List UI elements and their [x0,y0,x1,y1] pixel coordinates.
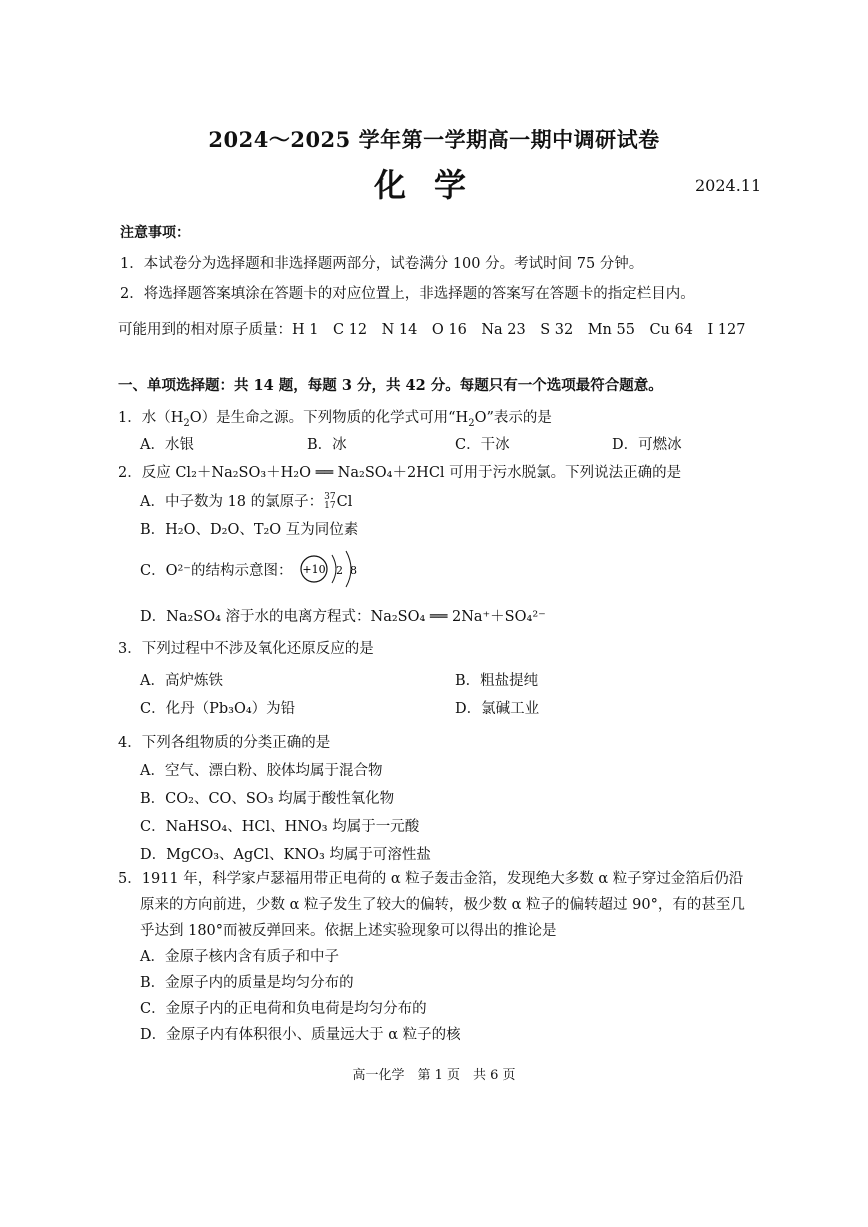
o2-structure-diagram [298,545,368,589]
q3-stem: 3．下列过程中不涉及氧化还原反应的是 [118,641,374,657]
shell-electrons-2: 8 [350,564,357,577]
page-footer: 高一化学 第 1 页 共 6 页 [352,1068,516,1083]
q4-option-a: A．空气、漂白粉、胶体均属于混合物 [140,763,383,779]
q2-option-b: B．H₂O、D₂O、T₂O 互为同位素 [140,522,359,538]
notice-heading: 注意事项： [120,225,190,241]
q3-option-b: B．粗盐提纯 [455,673,539,689]
q2-option-a: A．中子数为 18 的氯原子：37 17Cl [140,492,353,511]
q5-stem-line-2: 原来的方向前进，少数 α 粒子发生了较大的偏转，极少数 α 粒子的偏转超过 90°，有的甚至几 [140,897,745,913]
q4-stem: 4．下列各组物质的分类正确的是 [118,735,331,751]
nucleus-charge: +10 [302,563,326,576]
q2-stem: 2．反应 Cl₂＋Na₂SO₃＋H₂O ══ Na₂SO₄＋2HCl 可用于污水脱氯。下列说法正确的是 [118,465,682,481]
q5-stem-line-3: 乎达到 180°而被反弹回来。依据上述实验现象可以得出的推论是 [140,923,557,939]
q3-option-a: A．高炉炼铁 [140,673,223,689]
q4-option-b: B．CO₂、CO、SO₃ 均属于酸性氧化物 [140,791,395,807]
exam-date: 2024.11 [695,176,762,195]
q1-option-d: D．可燃冰 [612,437,682,453]
q3-option-d: D．氯碱工业 [455,701,540,717]
q2-option-d: D．Na₂SO₄ 溶于水的电离方程式：Na₂SO₄ ══ 2Na⁺＋SO₄²⁻ [140,609,546,625]
q5-option-a: A．金原子核内含有质子和中子 [140,949,339,965]
q1-stem: 1．水$(H_2O)$是生命之源。下列物质的化学式可用“$H_2O$”表示的是 [118,410,552,429]
q4-option-d: D．MgCO₃、AgCl、KNO₃ 均属于可溶性盐 [140,847,431,863]
subject-title: 化学 [373,166,494,204]
exam-title: 2024～2025 学年第一学期高一期中调研试卷 [208,127,660,152]
q4-option-c: C．NaHSO₄、HCl、HNO₃ 均属于一元酸 [140,819,420,835]
section-heading: 一、单项选择题：共 14 题，每题 3 分，共 42 分。每题只有一个选项最符合题意。 [118,377,663,394]
q5-option-d: D．金原子内有体积很小、质量远大于 α 粒子的核 [140,1027,461,1043]
q2-option-c: C．O²⁻的结构示意图： [140,563,293,579]
shell-electrons-1: 2 [336,564,343,577]
notice-item-1: 1．本试卷分为选择题和非选择题两部分，试卷满分 100 分。考试时间 75 分钟。 [120,256,644,272]
q3-option-c: C．化丹（Pb₃O₄）为铅 [140,701,296,717]
q5-option-c: C．金原子内的正电荷和负电荷是均匀分布的 [140,1001,427,1017]
isotope-numbers: 37 17 [324,492,336,511]
atomic-mass-line: 可能用到的相对原子质量：H 1 C 12 N 14 O 16 Na 23 S 32 Mn 55 Cu 64 I 127 [118,322,746,338]
notice-item-2: 2．将选择题答案填涂在答题卡的对应位置上，非选择题的答案写在答题卡的指定栏目内。 [120,286,695,302]
q5-stem-line-1: 5．1911 年，科学家卢瑟福用带正电荷的 α 粒子轰击金箔，发现绝大多数 α 粒子穿过金箔后仍沿 [118,871,744,887]
q1-option-a: A．水银 [140,437,194,453]
q5-option-b: B．金原子内的质量是均匀分布的 [140,975,354,991]
q1-option-b: B．冰 [307,437,347,453]
q1-option-c: C．干冰 [455,437,510,453]
